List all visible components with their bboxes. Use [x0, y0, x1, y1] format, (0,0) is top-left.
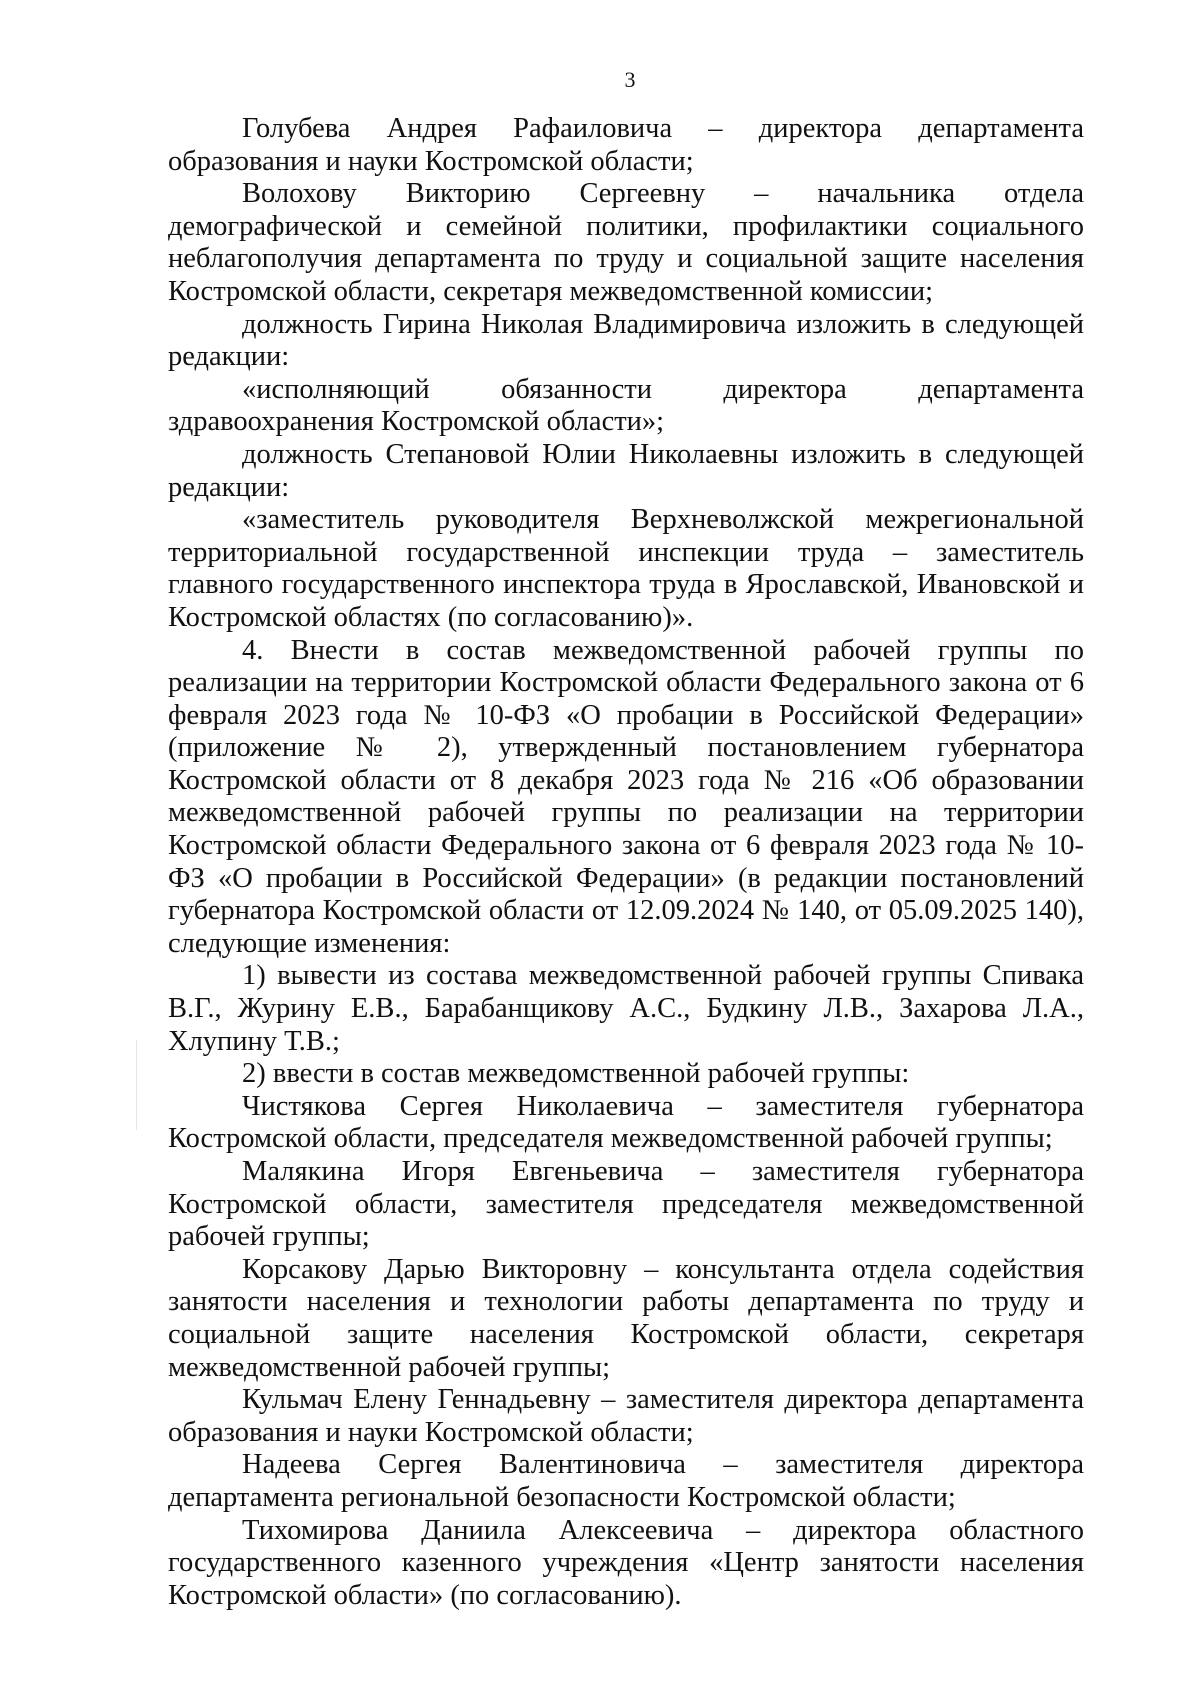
- paragraph-golubev: Голубева Андрея Рафаиловича – директора департамента образования и науки Костромской области;: [168, 113, 1084, 177]
- document-body: [168, 113, 1084, 1612]
- paragraph-item-4-2: 2) ввести в состав межведомственной рабочей группы:: [242, 1058, 910, 1090]
- paragraph-malyakin: Малякина Игоря Евгеньевича – заместителя губернатора Костромской области, заместителя председателя межведомственной рабочей группы;: [168, 1156, 1084, 1253]
- paragraph-nadeev: Надеева Сергея Валентиновича – заместителя директора департамента региональной безопасности Костромской области;: [168, 1449, 1084, 1513]
- paragraph-item-4: 4. Внести в состав межведомственной рабочей группы по реализации на территории Костромской области Федерального закона от 6 февраля 2023 года № 10-ФЗ «О пробации в Российской Федерации» (приложение № 2), утвержденный постановлением губернатора Костромской области от 8 декабря 2023 года № 216 «Об образовании межведомственной рабочей группы по реализации на территории Костромской области Федерального закона от 6 февраля 2023 года № 10-ФЗ «О пробации в Российской Федерации» (в редакции постановлений губернатора Костромской области от 12.09.2024 № 140, от 05.09.2025 140), следующие изменения:: [168, 634, 1084, 959]
- page-number: 3: [624, 67, 636, 92]
- paragraph-item-4-1: 1) вывести из состава межведомственной рабочей группы Спивака В.Г., Журину Е.В., Барабанщикову А.С., Будкину Л.В., Захарова Л.А., Хлупину Т.В.;: [168, 960, 1084, 1057]
- paragraph-stepanova-new-title: «заместитель руководителя Верхневолжской межрегиональной территориальной государственной инспекции труда – заместитель главного государственного инспектора труда в Ярославской, Ивановской и Костромской областях (по согласованию)».: [168, 504, 1084, 633]
- paragraph-stepanova-position: должность Степановой Юлии Николаевны изложить в следующей редакции:: [168, 438, 1084, 503]
- paragraph-volokhova: Волохову Викторию Сергеевну – начальника отдела демографической и семейной политики, профилактики социального неблагополучия департамента по труду и социальной защите населения Костромской области, секретаря межведомственной комиссии;: [168, 178, 1084, 307]
- paragraph-korsakova: Корсакову Дарью Викторовну – консультанта отдела содействия занятости населения и технологии работы департамента по труду и социальной защите населения Костромской области, секретаря межведомственной рабочей группы;: [168, 1253, 1084, 1383]
- paragraph-kulmach: Кульмач Елену Геннадьевну – заместителя директора департамента образования и науки Костромской области;: [168, 1384, 1084, 1448]
- paragraph-girin-position: должность Гирина Николая Владимировича изложить в следующей редакции:: [168, 308, 1084, 373]
- scan-artifact-line: [136, 1040, 137, 1130]
- paragraph-tikhomirov: Тихомирова Даниила Алексеевича – директора областного государственного казенного учреждения «Центр занятости населения Костромской области» (по согласованию).: [168, 1514, 1084, 1611]
- paragraph-girin-new-title: «исполняющий обязанности директора департамента здравоохранения Костромской области»;: [168, 373, 1084, 438]
- paragraph-chistyakov: Чистякова Сергея Николаевича – заместителя губернатора Костромской области, председателя межведомственной рабочей группы;: [168, 1090, 1084, 1155]
